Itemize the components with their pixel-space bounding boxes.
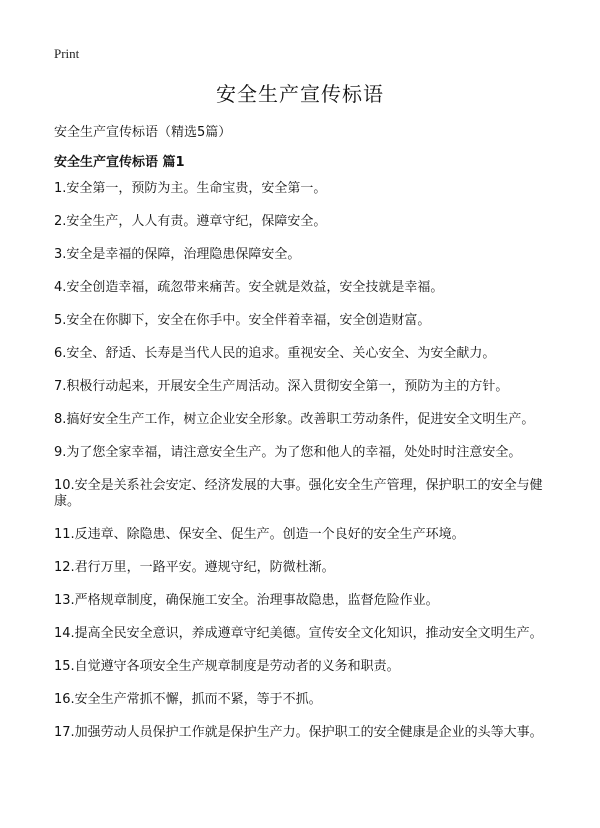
slogan-item: 7.积极行动起来，开展安全生产周活动。深入贯彻安全第一，预防为主的方针。 [54,379,509,394]
slogan-item: 6.安全、舒适、长寿是当代人民的追求。重视安全、关心安全、为安全献力。 [54,346,496,361]
print-link[interactable]: Print [54,46,80,61]
slogan-item: 8.搞好安全生产工作，树立企业安全形象。改善职工劳动条件，促进安全文明生产。 [54,412,535,427]
slogan-item: 13.严格规章制度，确保施工安全。治理事故隐患，监督危险作业。 [54,593,439,608]
slogan-item: 15.自觉遵守各项安全生产规章制度是劳动者的义务和职责。 [54,659,400,674]
slogan-item: 16.安全生产常抓不懈，抓而不紧，等于不抓。 [54,692,322,707]
slogan-item: 3.安全是幸福的保障，治理隐患保障安全。 [54,247,301,262]
slogan-item: 9.为了您全家幸福，请注意安全生产。为了您和他人的幸福，处处时时注意安全。 [54,445,522,460]
slogan-item: 10.安全是关系社会安定、经济发展的大事。强化安全生产管理，保护职工的安全与健康。 [54,478,543,509]
slogan-item: 5.安全在你脚下，安全在你手中。安全伴着幸福，安全创造财富。 [54,313,431,328]
slogan-item: 14.提高全民安全意识，养成遵章守纪美德。宣传安全文化知识，推动安全文明生产。 [54,626,543,641]
slogan-item: 2.安全生产，人人有责。遵章守纪，保障安全。 [54,214,327,229]
slogan-item: 11.反违章、除隐患、保安全、促生产。创造一个良好的安全生产环境。 [54,527,465,542]
slogan-list [54,181,550,758]
slogan-item: 17.加强劳动人员保护工作就是保护生产力。保护职工的安全健康是企业的头等大事。 [54,725,543,740]
slogan-item: 1.安全第一，预防为主。生命宝贵，安全第一。 [54,181,327,196]
slogan-item: 4.安全创造幸福，疏忽带来痛苦。安全就是效益，安全技就是幸福。 [54,280,444,295]
document-title: 安全生产宣传标语 [216,82,384,106]
section-heading: 安全生产宣传标语 篇1 [54,155,185,170]
slogan-item: 12.君行万里，一路平安。遵规守纪，防微杜渐。 [54,560,335,575]
document-subtitle: 安全生产宣传标语（精选5篇） [54,125,232,140]
